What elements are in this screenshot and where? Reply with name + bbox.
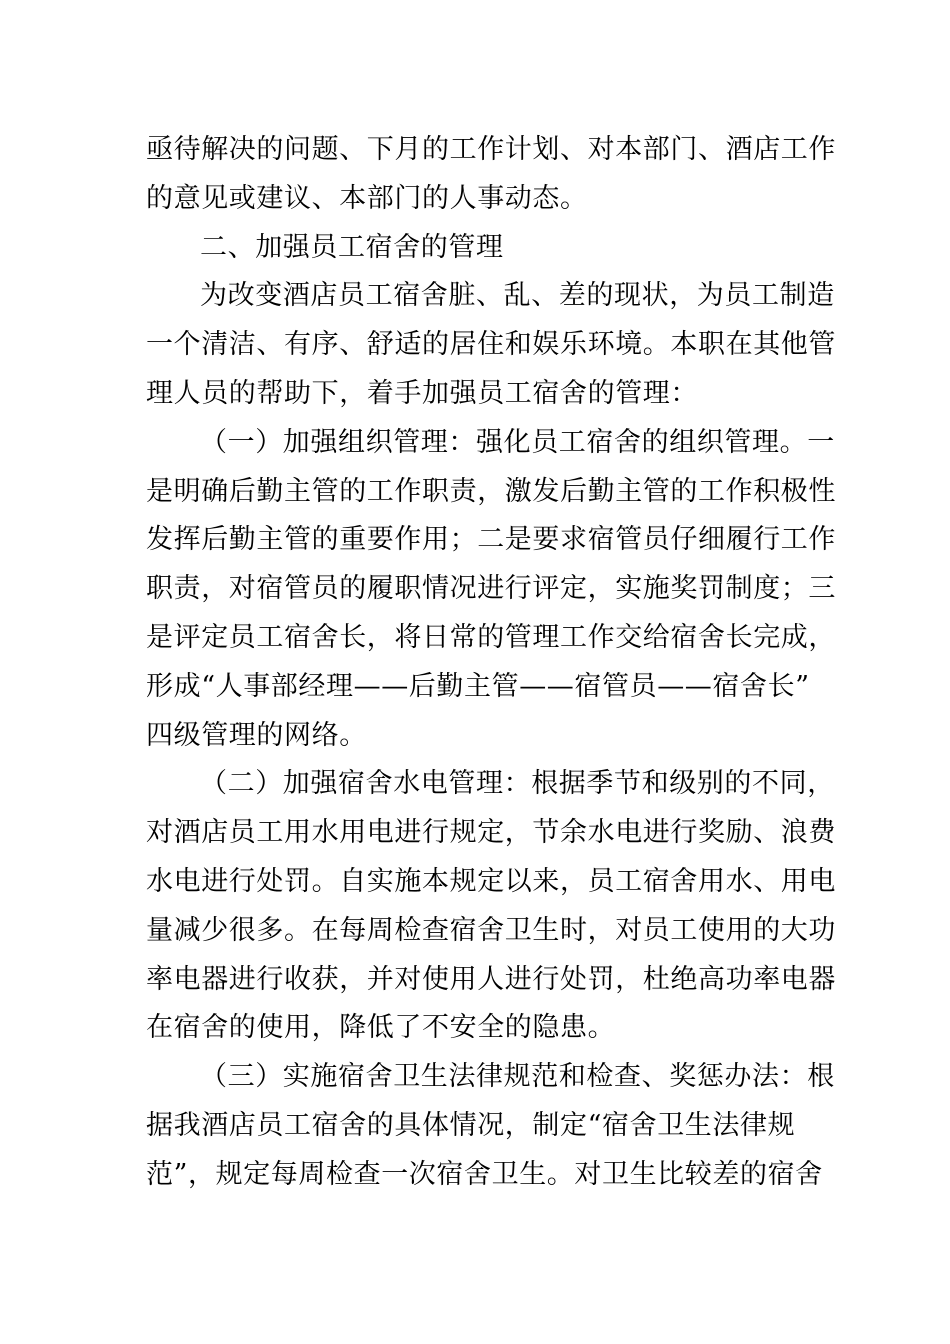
text-line-21: 据我酒店员工宿舍的具体情况，制定“宿舍卫生法律规 xyxy=(146,1109,796,1141)
text-line-5: 一个清洁、有序、舒适的居住和娱乐环境。本职在其他管 xyxy=(146,329,836,361)
text-line-13: 四级管理的网络。 xyxy=(146,719,367,751)
text-line-2: 的意见或建议、本部门的人事动态。 xyxy=(146,182,588,214)
text-line-9: 发挥后勤主管的重要作用；二是要求宿管员仔细履行工作 xyxy=(146,524,836,556)
text-line-4: 为改变酒店员工宿舍脏、乱、差的现状，为员工制造 xyxy=(200,280,835,312)
text-line-18: 率电器进行收获，并对使用人进行处罚，杜绝高功率电器 xyxy=(146,963,836,995)
text-line-22: 范”，规定每周检查一次宿舍卫生。对卫生比较差的宿舍 xyxy=(146,1158,823,1190)
text-line-7: （一）加强组织管理：强化员工宿舍的组织管理。一 xyxy=(200,426,835,458)
text-line-10: 职责，对宿管员的履职情况进行评定，实施奖罚制度；三 xyxy=(146,573,836,605)
text-line-8: 是明确后勤主管的工作职责，激发后勤主管的工作积极性 xyxy=(146,475,836,507)
text-line-20: （三）实施宿舍卫生法律规范和检查、奖惩办法：根 xyxy=(200,1061,835,1093)
text-line-6: 理人员的帮助下，着手加强员工宿舍的管理： xyxy=(146,377,698,409)
text-line-1: 亟待解决的问题、下月的工作计划、对本部门、酒店工作 xyxy=(146,134,836,165)
text-line-11: 是评定员工宿舍长，将日常的管理工作交给宿舍长完成， xyxy=(146,621,836,653)
text-line-17: 量减少很多。在每周检查宿舍卫生时，对员工使用的大功 xyxy=(146,914,836,946)
text-line-16: 水电进行处罚。自实施本规定以来，员工宿舍用水、用电 xyxy=(146,865,836,897)
text-line-19: 在宿舍的使用，降低了不安全的隐患。 xyxy=(146,1012,616,1044)
text-line-14: （二）加强宿舍水电管理：根据季节和级别的不同， xyxy=(200,768,835,800)
section-heading: 二、加强员工宿舍的管理 xyxy=(200,231,504,263)
document-body xyxy=(146,126,836,1200)
text-line-12: 形成“人事部经理——后勤主管——宿管员——宿舍长” xyxy=(146,670,810,702)
text-line-15: 对酒店员工用水用电进行规定，节余水电进行奖励、浪费 xyxy=(146,817,836,849)
